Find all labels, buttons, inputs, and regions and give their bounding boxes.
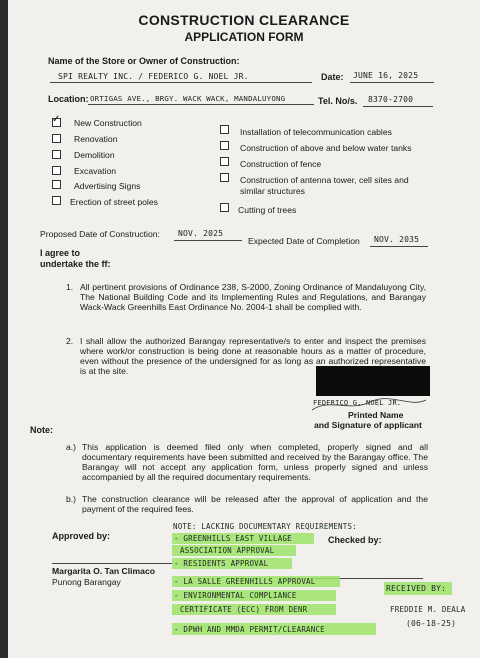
received-by-label: RECEIVED BY: bbox=[386, 584, 447, 593]
handwritten-note-item: - ENVIRONMENTAL COMPLIANCE bbox=[174, 591, 297, 600]
tel-underline bbox=[363, 106, 433, 107]
approved-by-label: Approved by: bbox=[52, 531, 111, 541]
date-label: Date: bbox=[321, 72, 344, 82]
form-subtitle: APPLICATION FORM bbox=[184, 30, 304, 44]
received-date: (06-18-25) bbox=[406, 619, 457, 628]
checked-by-label: Checked by: bbox=[328, 535, 382, 545]
handwritten-note-item: ASSOCIATION APPROVAL bbox=[180, 546, 275, 555]
tel-value: 8370-2700 bbox=[368, 95, 414, 104]
checkbox-advertising-signs[interactable] bbox=[52, 180, 61, 189]
applicant-signature-name: FEDERICO G. NOEL JR. bbox=[313, 399, 402, 407]
handwritten-note-heading: NOTE: LACKING DOCUMENTARY REQUIREMENTS: bbox=[173, 522, 357, 531]
form-title: CONSTRUCTION CLEARANCE bbox=[138, 12, 350, 28]
received-by-name: FREDDIE M. DEALA bbox=[390, 605, 466, 614]
checkbox-street-poles[interactable] bbox=[52, 196, 61, 205]
handwritten-note-item: - GREENHILLS EAST VILLAGE bbox=[174, 534, 292, 543]
handwritten-note-item: - LA SALLE GREENHILLS APPROVAL bbox=[174, 577, 316, 586]
option-label: Advertising Signs bbox=[74, 181, 141, 191]
tel-label: Tel. No/s. bbox=[318, 96, 358, 106]
option-label: New Construction bbox=[74, 118, 142, 128]
official-title: Punong Barangay bbox=[52, 577, 121, 587]
signature-label: and Signature of applicant bbox=[314, 420, 422, 430]
undertaking-number: 1. bbox=[66, 282, 74, 292]
application-form-page bbox=[8, 0, 480, 658]
date-value: JUNE 16, 2025 bbox=[353, 71, 419, 80]
option-label: Cutting of trees bbox=[238, 205, 297, 215]
checkbox-excavation[interactable] bbox=[52, 166, 61, 175]
undertaking-text: All pertinent provisions of Ordinance 238, S-2000, Zoning Ordinance of Mandaluyong City, The National Building Code and its Implementing Rules and Regulations, and Barangay Wack-Wack Greenhills East Ordinance No. 2004-1 shall be complied with. bbox=[80, 282, 426, 312]
option-label: Construction of fence bbox=[240, 159, 322, 169]
store-label: Name of the Store or Owner of Construction: bbox=[48, 56, 240, 66]
handwritten-note-item: CERTIFICATE (ECC) FROM DENR bbox=[180, 605, 308, 614]
approver-signature-line bbox=[52, 563, 172, 564]
undertaking-number: 2. bbox=[66, 336, 74, 346]
store-value: SPI REALTY INC. / FEDERICO G. NOEL JR. bbox=[58, 72, 249, 81]
agree-line2: undertake the ff: bbox=[40, 259, 111, 269]
option-label: Construction of above and below water tanks bbox=[240, 143, 412, 153]
checkbox-water-tanks[interactable] bbox=[220, 141, 229, 150]
checkbox-telecom-cables[interactable] bbox=[220, 125, 229, 134]
note-number: b.) bbox=[66, 494, 77, 504]
location-label: Location: bbox=[48, 94, 89, 104]
checkbox-new-construction[interactable] bbox=[52, 118, 61, 127]
option-label: Demolition bbox=[74, 150, 115, 160]
checkbox-fence[interactable] bbox=[220, 157, 229, 166]
note-text: The construction clearance will be released after the approval of application and the payment of the required fees. bbox=[82, 494, 428, 514]
option-label: Erection of street poles bbox=[70, 197, 158, 207]
official-name: Margarita O. Tan Climaco bbox=[52, 566, 155, 576]
store-underline bbox=[50, 82, 312, 83]
handwritten-note-item: - DPWH AND MMDA PERMIT/CLEARANCE bbox=[174, 625, 325, 634]
option-label-cont: similar structures bbox=[240, 186, 305, 196]
location-underline bbox=[88, 104, 314, 105]
expected-date-label: Expected Date of Completion bbox=[248, 236, 360, 246]
undertaking-text: I shall allow the authorized Barangay representative/s to enter and inspect the premises where work/or construction is being done at reasonable hours as a matter of procedure, even without the presence of the undersigned for as long as an authorized representative is at the site. bbox=[80, 336, 426, 376]
redacted-signature-block bbox=[316, 366, 430, 396]
option-label: Excavation bbox=[74, 166, 117, 176]
expected-underline bbox=[370, 246, 428, 247]
option-label: Construction of antenna tower, cell sites and bbox=[240, 175, 409, 185]
note-label: Note: bbox=[30, 425, 53, 435]
checkbox-demolition[interactable] bbox=[52, 150, 61, 159]
location-value: ORTIGAS AVE., BRGY. WACK WACK, MANDALUYONG bbox=[90, 94, 286, 103]
expected-date-value: NOV. 2035 bbox=[374, 235, 420, 244]
note-text: This application is deemed filed only when completed, properly signed and all documentary requirements have been submitted and received by the Barangay office. The Barangay will not accept any application form, unless properly signed and unless accompanied by all the required documentary requirements. bbox=[82, 442, 428, 482]
proposed-underline bbox=[174, 240, 242, 241]
proposed-date-value: NOV. 2025 bbox=[178, 229, 224, 238]
printed-name-label: Printed Name bbox=[348, 410, 404, 420]
checkbox-renovation[interactable] bbox=[52, 134, 61, 143]
checkbox-antenna-tower[interactable] bbox=[220, 173, 229, 182]
proposed-date-label: Proposed Date of Construction: bbox=[40, 229, 160, 239]
note-number: a.) bbox=[66, 442, 77, 452]
option-label: Renovation bbox=[74, 134, 118, 144]
agree-line1: I agree to bbox=[40, 248, 81, 258]
handwritten-note-item: - RESIDENTS APPROVAL bbox=[174, 559, 269, 568]
option-label: Installation of telecommunication cables bbox=[240, 127, 392, 137]
checkbox-cutting-trees[interactable] bbox=[220, 203, 229, 212]
date-underline bbox=[350, 82, 434, 83]
